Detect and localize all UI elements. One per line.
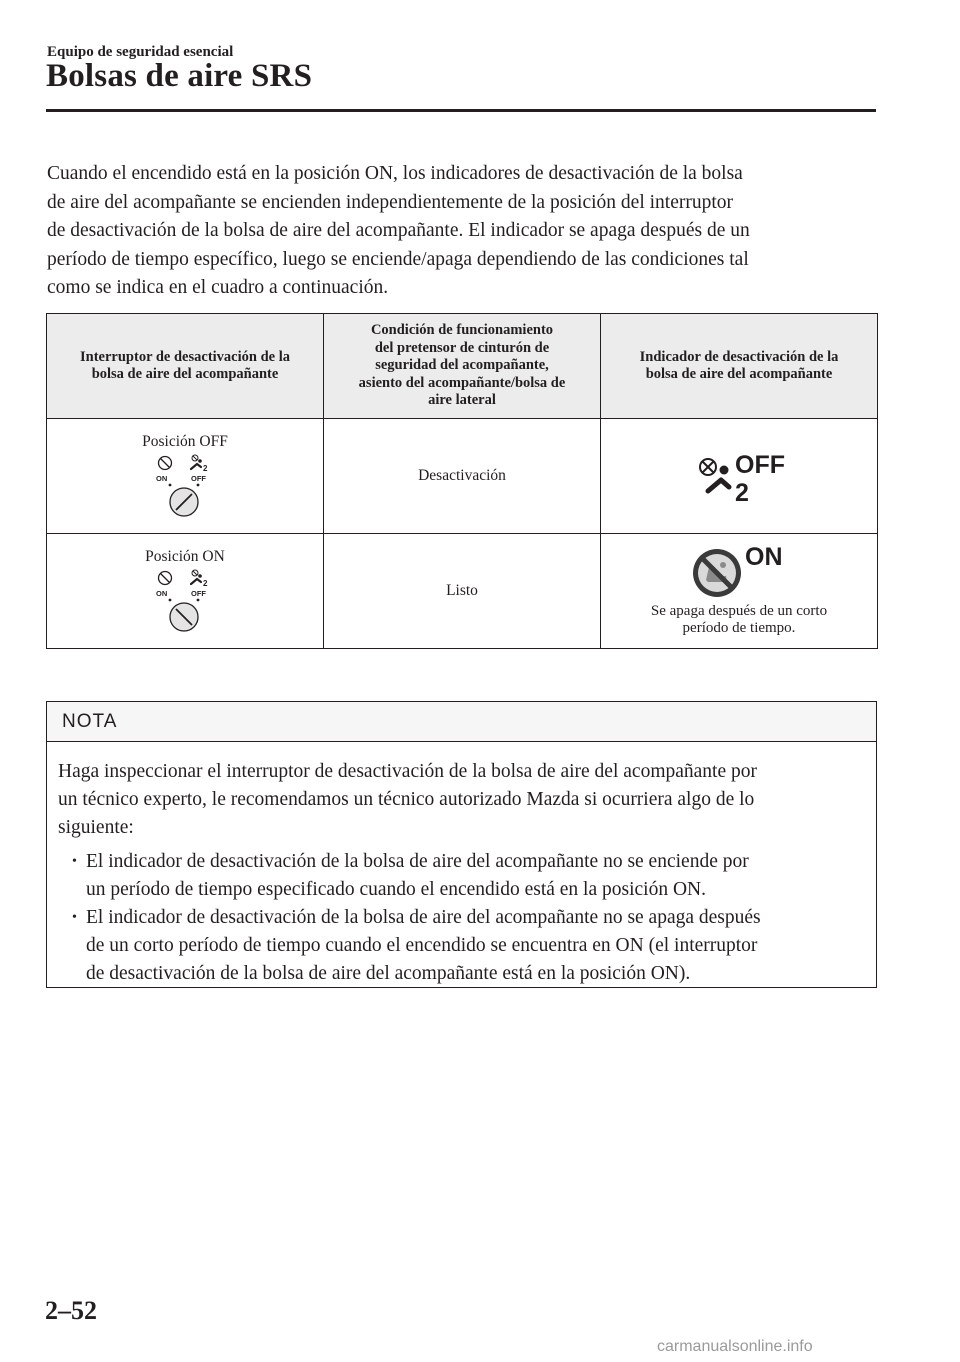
table-header-row: [47, 314, 878, 419]
switch-cell-off: [47, 419, 324, 534]
indicator-cell-on: [601, 534, 878, 649]
list-item-line: El indicador de desactivación de la bolsa de aire del acompañante no se apaga después: [86, 907, 761, 928]
indicator-note: [601, 603, 877, 637]
switch-off-icon: [145, 453, 225, 519]
switch-two-label: 2: [203, 579, 208, 588]
switch-position-label: Posición ON: [145, 548, 225, 565]
header-text: asiento del acompañante/bolsa de: [358, 374, 566, 391]
airbag-on-indicator-icon: [689, 545, 789, 601]
nota-paragraph: [58, 758, 864, 842]
header-text: bolsa de aire del acompañante: [645, 366, 833, 382]
nota-body: [47, 742, 876, 988]
page-title: Bolsas de aire SRS: [46, 58, 313, 94]
indicator-on-text: ON: [745, 545, 783, 571]
switch-cell-on: [47, 534, 324, 649]
intro-paragraph: [47, 160, 877, 303]
header-text: aire lateral: [428, 392, 496, 409]
bullet-icon: •: [72, 854, 77, 869]
title-rule: [46, 109, 876, 112]
section-label: Equipo de seguridad esencial: [47, 44, 234, 60]
list-item-line: de desactivación de la bolsa de aire del acompañante está en la posición ON).: [86, 963, 691, 984]
note-line: período de tiempo.: [682, 620, 796, 636]
condition-cell: Desactivación: [324, 419, 601, 534]
bullet-icon: •: [72, 910, 77, 925]
header-text: del pretensor de cinturón de: [374, 339, 550, 356]
indicator-two-text: 2: [735, 479, 749, 506]
header-text: bolsa de aire del acompañante: [91, 366, 279, 382]
intro-line: de desactivación de la bolsa de aire del acompañante. El indicador se apaga después de un: [47, 220, 750, 241]
airbag-status-table: [46, 313, 878, 649]
switch-off-label: OFF: [191, 589, 206, 598]
switch-position-label: Posición OFF: [142, 433, 228, 450]
list-item: [58, 904, 864, 988]
switch-on-label: ON: [156, 589, 168, 598]
header-text: Interruptor de desactivación de la: [80, 348, 290, 365]
intro-line: de aire del acompañante se encienden independientemente de la posición del interruptor: [47, 191, 734, 213]
page-number: 2–52: [45, 1296, 97, 1325]
watermark-link[interactable]: carmanualsonline.info: [657, 1338, 813, 1355]
indicator-cell-off: [601, 419, 878, 534]
nota-box: [46, 701, 877, 988]
indicator-off-text: OFF: [735, 451, 785, 479]
nota-title: NOTA: [47, 702, 876, 742]
nota-list: [58, 848, 864, 988]
nota-line: un técnico experto, le recomendamos un técnico autorizado Mazda si ocurriera algo de lo: [58, 789, 755, 810]
table-row: [47, 534, 878, 649]
header-text: seguridad del acompañante,: [375, 357, 549, 374]
list-item: [58, 848, 864, 904]
switch-off-label: OFF: [191, 474, 206, 483]
intro-line: período de tiempo específico, luego se enciende/apaga dependiendo de las condiciones tal: [47, 248, 749, 270]
airbag-off-indicator-icon: [691, 446, 787, 506]
list-item-line: un período de tiempo especificado cuando el encendido está en la posición ON.: [86, 879, 707, 900]
list-item-line: de un corto período de tiempo cuando el encendido se encuentra en ON (el interruptor: [86, 935, 758, 956]
switch-two-label: 2: [203, 464, 208, 473]
note-line: Se apaga después de un corto: [650, 603, 828, 619]
nota-line: Haga inspeccionar el interruptor de desactivación de la bolsa de aire del acompañante por: [58, 761, 757, 782]
switch-on-label: ON: [156, 474, 168, 483]
condition-cell: Listo: [324, 534, 601, 649]
header-condition: [324, 314, 601, 419]
header-text: Indicador de desactivación de la: [639, 348, 839, 365]
header-text: Condición de funcionamiento: [370, 322, 554, 339]
switch-on-icon: [145, 568, 225, 634]
list-item-line: El indicador de desactivación de la bolsa de aire del acompañante no se enciende por: [86, 851, 749, 872]
header-switch: [47, 314, 324, 419]
nota-line: siguiente:: [58, 817, 134, 838]
header-indicator: [601, 314, 878, 419]
intro-line: como se indica en el cuadro a continuación.: [47, 277, 389, 298]
table-row: [47, 419, 878, 534]
intro-line: Cuando el encendido está en la posición ON, los indicadores de desactivación de la bolsa: [47, 163, 743, 184]
